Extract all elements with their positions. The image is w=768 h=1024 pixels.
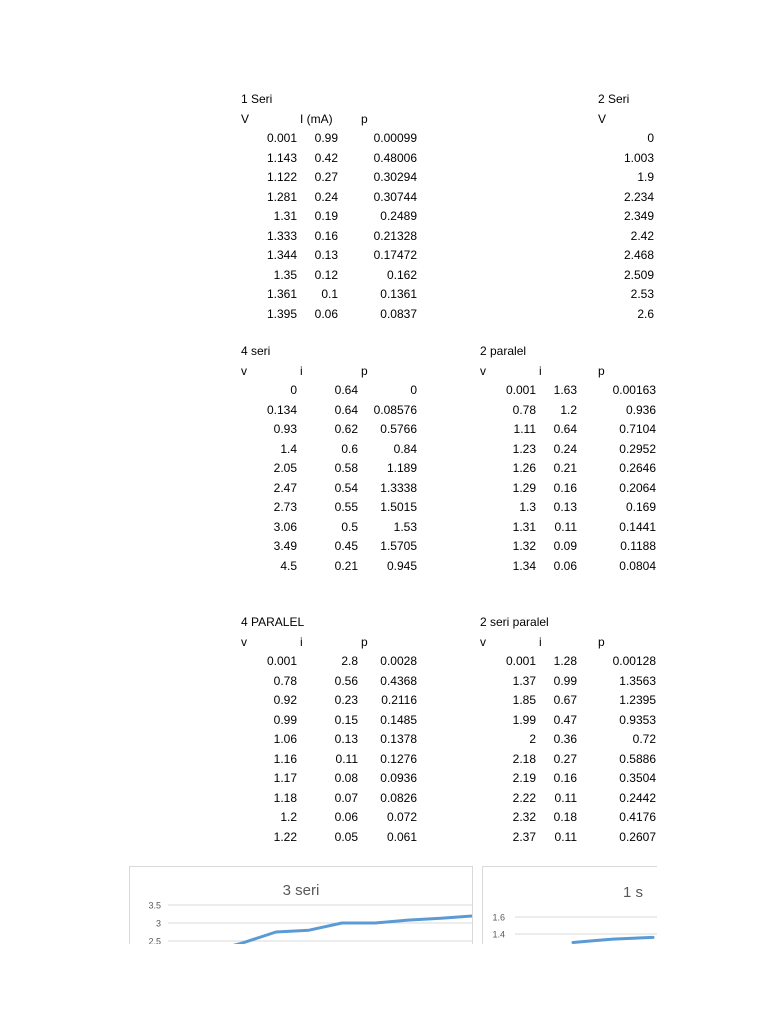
table-row (480, 401, 657, 421)
table-cell: 0.11 (554, 519, 577, 534)
table-row (241, 440, 421, 460)
table-cell: 2.37 (512, 829, 536, 844)
column-header-i: i (539, 363, 542, 378)
table-cell: 0.00163 (612, 383, 656, 397)
table-row (241, 129, 421, 149)
table-title: 2 paralel (480, 344, 527, 358)
table-cell: 0.64 (334, 383, 358, 397)
table-cell: 0.2442 (619, 790, 656, 805)
table-cell: 1.361 (266, 287, 297, 301)
table-cell: 0.54 (334, 480, 358, 495)
table-cell: 0.64 (334, 402, 358, 417)
table-cell: 1.344 (266, 248, 297, 262)
y-tick-label: 3 (155, 918, 161, 929)
table-cell: 1.34 (512, 558, 536, 573)
table-row (241, 149, 421, 169)
table-cell: 0.72 (632, 732, 656, 746)
table-header (480, 362, 657, 382)
table-cell: 0.06 (334, 810, 358, 824)
table-cell: 0.11 (335, 751, 358, 766)
table-cell: 1.16 (273, 751, 297, 766)
table-header (241, 110, 421, 130)
table-cell: 0.07 (334, 790, 358, 805)
table-cell: 0.2116 (381, 693, 417, 707)
table-cell: 0.09 (553, 539, 577, 553)
table-cell: 0.42 (314, 150, 338, 165)
table-row (241, 246, 421, 266)
column-header-p: p (361, 363, 368, 378)
table-cell: 0.99 (553, 673, 577, 688)
table-cell: 0.24 (553, 441, 577, 456)
table-row (241, 227, 421, 247)
y-tick-label: 2.5 (148, 936, 161, 947)
table-row (241, 730, 421, 750)
table-cell: 2.349 (623, 209, 654, 223)
table-row (598, 149, 657, 169)
table-cell: 0.5886 (619, 751, 656, 766)
column-header-p: p (598, 634, 605, 649)
table-cell: 1.29 (512, 480, 536, 495)
table-4-seri (241, 342, 421, 576)
table-cell: 2.53 (630, 287, 654, 301)
table-cell: 2.32 (512, 810, 536, 824)
table-cell: 0.21 (334, 558, 358, 573)
table-cell: 1.189 (386, 461, 417, 475)
table-2-seri-paralel (480, 613, 657, 847)
table-row (480, 459, 657, 479)
table-cell: 0.92 (273, 693, 297, 707)
column-header-v: v (480, 363, 486, 378)
table-cell: 0.3504 (619, 771, 656, 785)
table-cell: 0.19 (314, 209, 338, 223)
table-cell: 1.06 (273, 732, 297, 746)
table-cell: 0.62 (334, 422, 358, 436)
table-cell: 0 (410, 383, 417, 397)
table-cell: 2 (529, 732, 536, 746)
table-cell: 0.27 (314, 170, 338, 184)
table-cell: 0.16 (553, 480, 577, 495)
table-cell: 0.67 (553, 693, 577, 707)
table-row (241, 691, 421, 711)
table-header (241, 633, 421, 653)
table-cell: 0.2646 (619, 461, 656, 475)
table-row (480, 769, 657, 789)
table-cell: 0.36 (553, 732, 577, 746)
table-cell: 1.31 (273, 209, 297, 223)
table-cell: 0.17472 (373, 248, 417, 262)
table-row (480, 557, 657, 577)
table-row (480, 672, 657, 692)
table-row (241, 672, 421, 692)
table-cell: 0.06 (314, 306, 338, 321)
table-row (480, 420, 657, 440)
table-cell: 1.3338 (380, 480, 417, 495)
table-cell: 0.45 (334, 539, 358, 553)
table-cell: 1.31 (512, 519, 536, 534)
table-cell: 0.13 (334, 732, 358, 746)
table-cell: 2.509 (623, 267, 654, 282)
table-cell: 0.30744 (373, 189, 417, 204)
column-header-p: p (598, 363, 605, 378)
chart-title: 3 seri (282, 882, 320, 899)
table-cell: 0.945 (386, 558, 417, 573)
table-row (241, 808, 421, 828)
table-cell: 0.78 (273, 673, 297, 688)
table-row (241, 789, 421, 809)
table-cell: 3.06 (273, 519, 297, 534)
table-cell: 0.936 (625, 402, 656, 417)
table-cell: 1.53 (393, 519, 417, 534)
table-cell: 0.24 (314, 189, 338, 204)
table-row (241, 518, 421, 538)
table-cell: 0.64 (553, 422, 577, 436)
chart-3-seri-plot (130, 867, 472, 947)
table-cell: 1.22 (273, 829, 297, 844)
table-cell: 0.2064 (619, 480, 656, 495)
table-row (241, 537, 421, 557)
table-row (598, 188, 657, 208)
table-cell: 0 (290, 383, 297, 397)
chart-title: 1 s (622, 884, 644, 901)
column-header-p: p (361, 634, 368, 649)
table-cell: 2.22 (512, 790, 536, 805)
table-cell: 1.003 (623, 150, 654, 165)
table-title: 2 seri paralel (480, 615, 549, 629)
table-row (241, 557, 421, 577)
column-header-v: v (241, 634, 247, 649)
table-row (241, 769, 421, 789)
table-cell: 0.16 (314, 228, 338, 243)
table-cell: 2.47 (273, 480, 297, 495)
table-row (241, 652, 421, 672)
table-cell: 1.2 (560, 402, 577, 417)
column-header-i: i (300, 634, 303, 649)
table-row (241, 285, 421, 305)
chart-1-seri-plot (483, 867, 657, 944)
table-row (241, 168, 421, 188)
table-cell: 0.2607 (619, 829, 656, 844)
table-2-seri (598, 90, 657, 324)
series-line (573, 937, 653, 942)
table-cell: 0.78 (512, 402, 536, 417)
table-cell: 0.072 (386, 810, 417, 824)
table-row (598, 207, 657, 227)
table-cell: 4.5 (280, 558, 297, 573)
table-cell: 0.11 (554, 790, 577, 805)
table-cell: 0.1441 (619, 519, 656, 534)
column-header-p: p (361, 111, 368, 126)
table-cell: 0.30294 (373, 170, 417, 184)
table-cell: 0.2489 (380, 209, 417, 223)
table-cell: 0.13 (314, 248, 338, 262)
table-cell: 0.0837 (380, 306, 417, 321)
table-4-paralel (241, 613, 421, 847)
table-cell: 1.85 (512, 693, 536, 707)
table-title: 4 PARALEL (241, 615, 305, 629)
table-cell: 0.12 (314, 267, 338, 282)
table-cell: 0.1361 (380, 287, 417, 301)
table-row (480, 808, 657, 828)
table-cell: 0.001 (505, 383, 536, 397)
table-cell: 0.0804 (619, 558, 656, 573)
table-cell: 0.0936 (380, 771, 417, 785)
y-tick-label: 1.6 (492, 912, 505, 923)
table-cell: 0.84 (393, 441, 417, 456)
table-cell: 0.93 (273, 422, 297, 436)
table-cell: 0.47 (553, 712, 577, 727)
table-row (480, 537, 657, 557)
table-cell: 0.13 (553, 500, 577, 514)
table-cell: 0.5 (341, 519, 358, 534)
table-row (480, 789, 657, 809)
table-cell: 1.122 (266, 170, 297, 184)
table-cell: 0.134 (266, 402, 297, 417)
table-cell: 1.333 (266, 228, 297, 243)
table-cell: 0.9353 (619, 712, 656, 727)
table-row (480, 652, 657, 672)
table-cell: 1.281 (266, 189, 297, 204)
table-row (241, 188, 421, 208)
table-cell: 0.21 (553, 461, 577, 475)
table-cell: 0.15 (334, 712, 358, 727)
table-cell: 1.35 (273, 267, 297, 282)
table-cell: 1.2 (280, 810, 297, 824)
table-row (598, 266, 657, 286)
table-cell: 1.395 (266, 306, 297, 321)
table-cell: 0.99 (314, 131, 338, 145)
table-cell: 0.56 (334, 673, 358, 688)
table-cell: 0.21328 (373, 228, 417, 243)
table-row (480, 828, 657, 848)
table-cell: 1.4 (280, 441, 297, 456)
table-cell: 1.17 (273, 771, 297, 785)
table-cell: 0.1188 (620, 539, 656, 553)
table-cell: 3.49 (273, 539, 297, 553)
table-cell: 0.1276 (380, 751, 417, 766)
table-cell: 0.169 (625, 500, 656, 514)
table-cell: 1.99 (512, 712, 536, 727)
table-row (480, 440, 657, 460)
table-row (480, 479, 657, 499)
table-cell: 2.73 (273, 500, 297, 514)
series-line (210, 916, 472, 944)
table-cell: 2.19 (512, 771, 536, 785)
table-row (480, 498, 657, 518)
table-cell: 1.3563 (619, 673, 656, 688)
table-cell: 1.23 (512, 441, 536, 456)
table-cell: 1.28 (553, 654, 577, 668)
table-cell: 0.55 (334, 500, 358, 514)
table-cell: 0.05 (334, 829, 358, 844)
table-cell: 0.4176 (619, 810, 656, 824)
table-cell: 0.00099 (373, 131, 417, 145)
table-cell: 0.18 (553, 810, 577, 824)
table-row (241, 401, 421, 421)
table-cell: 1.37 (512, 673, 536, 688)
column-header-i: I (mA) (300, 111, 333, 126)
table-cell: 0.2952 (619, 441, 656, 456)
table-cell: 0.23 (334, 693, 358, 707)
table-cell: 0.16 (553, 771, 577, 785)
y-tick-label: 1.4 (492, 929, 505, 940)
column-header-v: V (241, 111, 250, 126)
table-cell: 0.06 (553, 558, 577, 573)
table-cell: 0.58 (334, 461, 358, 475)
table-cell: 1.3 (519, 500, 536, 514)
table-row (598, 168, 657, 188)
table-cell: 2.468 (623, 248, 654, 262)
table-row (241, 207, 421, 227)
table-cell: 0.7104 (619, 422, 656, 436)
chart-1-seri[interactable] (482, 866, 657, 944)
table-cell: 1.143 (266, 150, 297, 165)
table-header (241, 362, 421, 382)
table-cell: 2.42 (630, 228, 654, 243)
table-2-paralel (480, 342, 657, 576)
table-cell: 0 (647, 131, 654, 145)
table-row (241, 266, 421, 286)
table-cell: 0.1 (321, 287, 338, 301)
table-cell: 0.001 (266, 654, 297, 668)
table-row (241, 498, 421, 518)
table-cell: 0.162 (386, 267, 417, 282)
column-header-i: i (539, 634, 542, 649)
table-row (598, 227, 657, 247)
table-row (241, 750, 421, 770)
table-row (480, 381, 657, 401)
table-title: 2 Seri (598, 92, 630, 106)
table-row (241, 459, 421, 479)
table-row (241, 305, 421, 325)
table-cell: 2.6 (637, 306, 654, 321)
table-cell: 0.08576 (373, 402, 417, 417)
table-row (480, 750, 657, 770)
table-cell: 1.63 (553, 383, 577, 397)
table-cell: 0.001 (266, 131, 297, 145)
column-header-v: V (598, 111, 607, 126)
y-tick-label: 3.5 (148, 900, 161, 911)
table-row (598, 285, 657, 305)
table-row (598, 246, 657, 266)
table-row (241, 381, 421, 401)
table-row (480, 730, 657, 750)
column-header-v: v (480, 634, 486, 649)
table-cell: 2.8 (341, 654, 358, 668)
chart-3-seri[interactable] (129, 866, 473, 947)
table-cell: 0.6 (341, 441, 358, 456)
table-cell: 2.05 (273, 461, 297, 475)
table-cell: 1.5015 (380, 500, 417, 514)
table-cell: 0.00128 (612, 654, 656, 668)
table-cell: 2.18 (512, 751, 536, 766)
table-cell: 0.27 (553, 751, 577, 766)
table-cell: 0.001 (505, 654, 536, 668)
table-header (480, 633, 657, 653)
table-cell: 1.26 (512, 461, 536, 475)
table-cell: 1.9 (637, 170, 654, 184)
table-row (241, 711, 421, 731)
table-cell: 0.1378 (380, 732, 417, 746)
table-cell: 1.11 (513, 422, 536, 436)
table-cell: 0.4368 (380, 673, 417, 688)
table-row (241, 828, 421, 848)
column-header-i: i (300, 363, 303, 378)
table-cell: 0.11 (554, 829, 577, 844)
table-cell: 0.0826 (380, 790, 417, 805)
table-cell: 0.99 (273, 712, 297, 727)
table-cell: 0.1485 (380, 712, 417, 727)
table-cell: 2.234 (623, 189, 654, 204)
table-row (480, 691, 657, 711)
table-title: 1 Seri (241, 92, 273, 106)
table-cell: 0.5766 (380, 422, 417, 436)
table-row (598, 305, 657, 325)
table-row (598, 129, 657, 149)
column-header-v: v (241, 363, 247, 378)
table-cell: 0.061 (386, 829, 417, 844)
table-title: 4 seri (241, 344, 271, 358)
table-cell: 1.5705 (380, 539, 417, 553)
table-row (480, 518, 657, 538)
table-row (241, 420, 421, 440)
table-cell: 1.32 (512, 539, 536, 553)
table-cell: 1.18 (273, 790, 297, 805)
table-row (241, 479, 421, 499)
table-cell: 0.08 (334, 771, 358, 785)
table-1-seri (241, 90, 421, 324)
table-header (598, 110, 657, 130)
table-cell: 1.2395 (619, 693, 656, 707)
table-row (480, 711, 657, 731)
table-cell: 0.0028 (380, 654, 417, 668)
table-cell: 0.48006 (373, 150, 417, 165)
